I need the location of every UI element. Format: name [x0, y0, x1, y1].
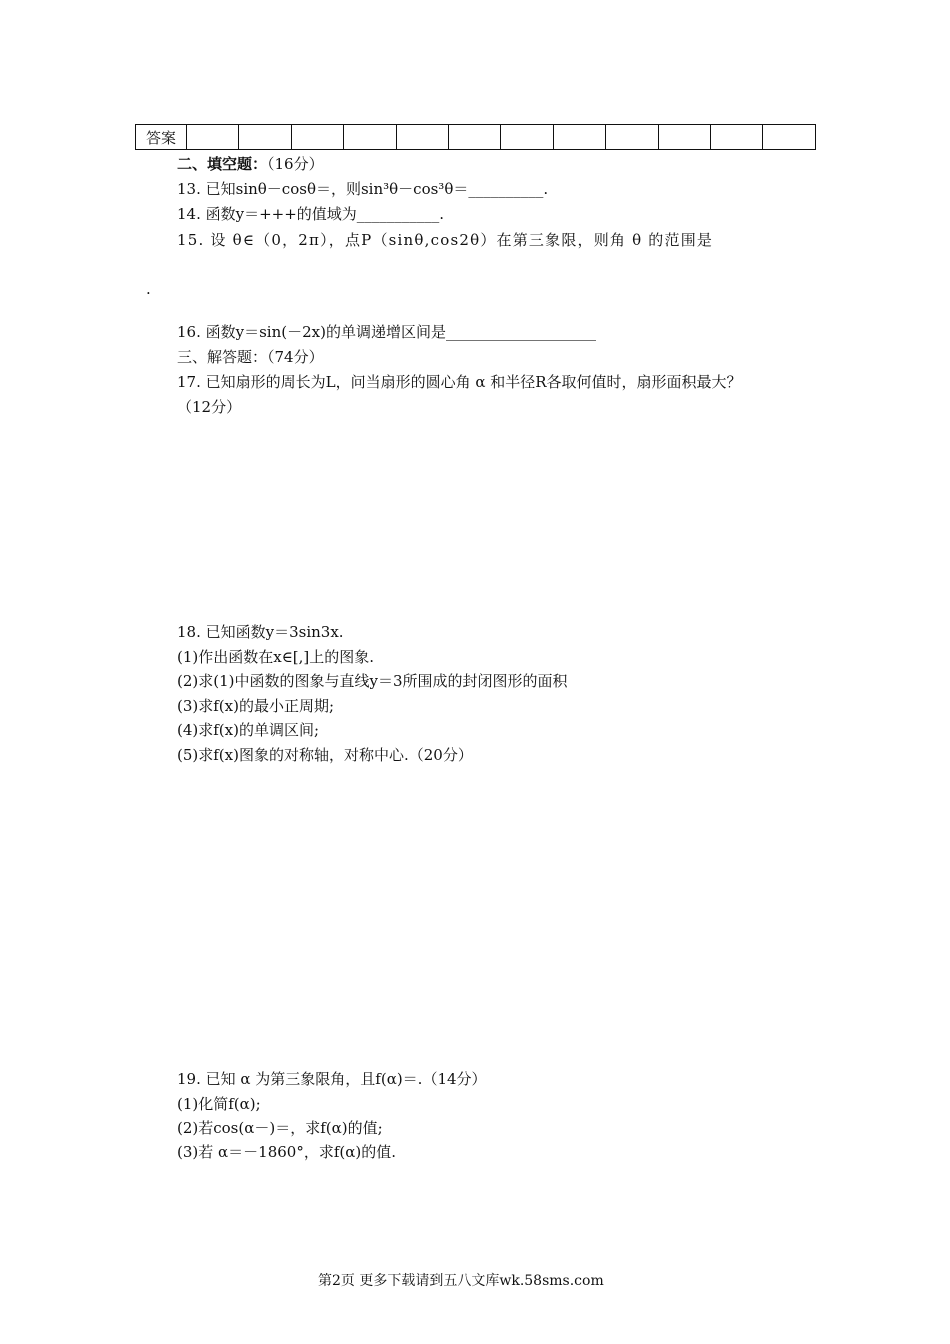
answer-cell	[344, 125, 396, 150]
question-18: 18. 已知函数y＝3sin3x.	[177, 623, 344, 641]
question-18-part-1: (1)作出函数在x∈[,]上的图象.	[177, 648, 375, 666]
question-14: 14. 函数y＝+++的值域为___________.	[177, 205, 445, 223]
question-19-part-2: (2)若cos(α－)＝，求f(α)的值;	[177, 1119, 383, 1137]
question-19-part-1: (1)化简f(α);	[177, 1095, 261, 1113]
answer-cell	[187, 125, 239, 150]
answer-cell	[239, 125, 291, 150]
section3-heading: 三、解答题：（74分）	[177, 348, 324, 366]
answer-cell	[606, 125, 658, 150]
question-13: 13. 已知sinθ－cosθ＝，则sin³θ－cos³θ＝__________.	[177, 180, 549, 198]
answer-table-label: 答案	[136, 125, 187, 150]
section2-heading-points: （16分）	[267, 155, 324, 173]
question-15-tail: .	[146, 280, 151, 298]
section2-heading	[177, 153, 324, 174]
answer-cell	[291, 125, 343, 150]
question-19-part-3: (3)若 α＝－1860°，求f(α)的值.	[177, 1143, 396, 1161]
question-17-points: （12分）	[177, 398, 242, 416]
question-18-part-4: (4)求f(x)的单调区间;	[177, 721, 320, 739]
question-16: 16. 函数y＝sin(－2x)的单调递增区间是____________________	[177, 323, 596, 341]
question-17: 17. 已知扇形的周长为L，问当扇形的圆心角 α 和半径R各取何值时，扇形面积最大？	[177, 373, 742, 391]
answer-cell	[658, 125, 710, 150]
answer-cell	[763, 125, 816, 150]
answer-cell	[711, 125, 763, 150]
question-18-part-2: (2)求(1)中函数的图象与直线y＝3所围成的封闭图形的面积	[177, 672, 568, 690]
question-19: 19. 已知 α 为第三象限角，且f(α)＝.（14分）	[177, 1070, 487, 1088]
answer-cell	[449, 125, 501, 150]
answer-table	[135, 124, 816, 150]
page-footer: 第2页 更多下载请到五八文库wk.58sms.com	[318, 1273, 604, 1289]
section2-heading-title: 二、填空题：	[177, 155, 268, 173]
answer-cell	[501, 125, 553, 150]
answer-cell	[553, 125, 605, 150]
question-18-part-5: (5)求f(x)图象的对称轴，对称中心.（20分）	[177, 746, 473, 764]
question-18-part-3: (3)求f(x)的最小正周期;	[177, 697, 335, 715]
answer-cell	[396, 125, 448, 150]
question-15: 15. 设 θ∈（0，2π），点P（sinθ,cos2θ）在第三象限，则角 θ 的范围是	[177, 231, 714, 249]
